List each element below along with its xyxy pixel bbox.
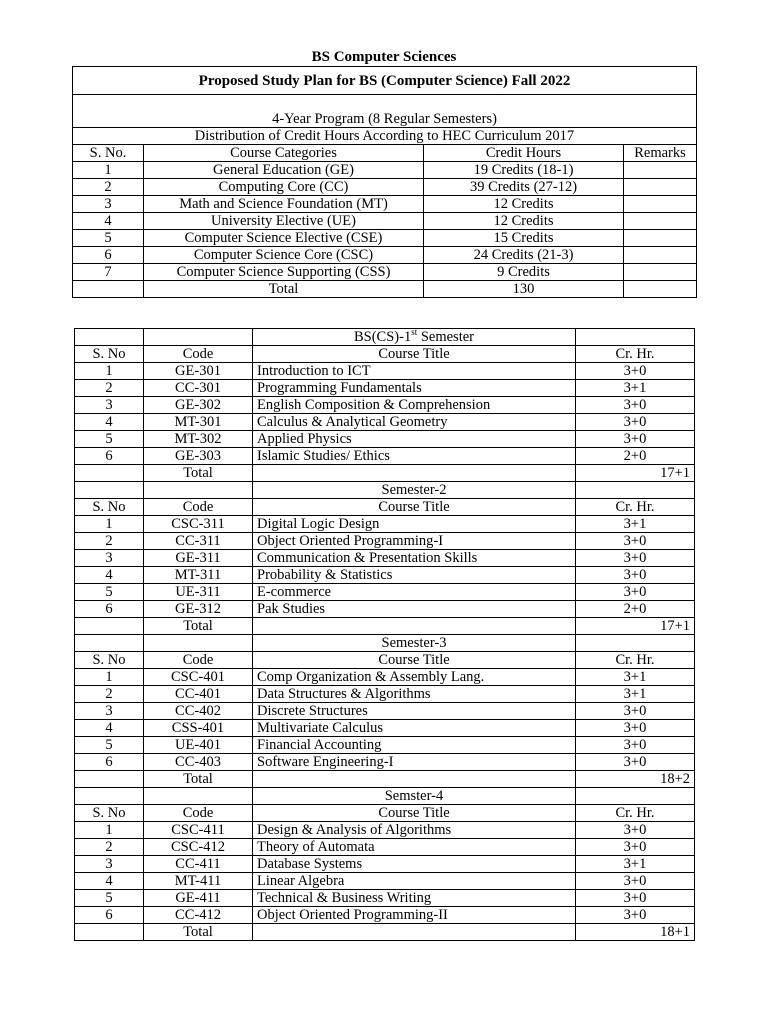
course-row [75,601,695,618]
course-credit-hours: 3+0 [576,737,695,754]
course-title: E-commerce [253,584,576,601]
course-title: Multivariate Calculus [253,720,576,737]
course-title: Islamic Studies/ Ethics [253,448,576,465]
plan-program: 4-Year Program (8 Regular Semesters) [73,95,697,128]
semester-header-cell: Code [144,805,253,822]
course-title: Database Systems [253,856,576,873]
semester-cell-empty [253,618,576,635]
semester-cell-empty [144,482,253,499]
course-credit-hours: 3+0 [576,397,695,414]
course-title: Programming Fundamentals [253,380,576,397]
course-credit-hours: 3+0 [576,873,695,890]
semester-total-value: 18+2 [576,771,695,788]
plan-total-row [73,281,697,298]
course-row [75,567,695,584]
semester-total-label: Total [144,618,253,635]
plan-distribution: Distribution of Credit Hours According to HEC Curriculum 2017 [73,128,697,145]
semester-header-row [75,499,695,516]
course-row [75,516,695,533]
semester-cell-empty [576,329,695,346]
course-row [75,363,695,380]
semester-header-cell: S. No [75,652,144,669]
semester-cell-empty [576,788,695,805]
plan-header-row [73,145,697,162]
course-row [75,856,695,873]
plan-table-row [73,162,697,179]
course-row [75,686,695,703]
course-code: CC-402 [144,703,253,720]
plan-header-cell: Course Categories [144,145,424,162]
plan-distribution-row [73,128,697,145]
plan-cell: 15 Credits [424,230,624,247]
plan-title: Proposed Study Plan for BS (Computer Science) Fall 2022 [73,67,697,95]
semester-title-row [75,482,695,499]
semester-title: Semester-2 [253,482,576,499]
course-row [75,448,695,465]
course-credit-hours: 3+0 [576,550,695,567]
course-row [75,533,695,550]
course-credit-hours: 3+0 [576,533,695,550]
plan-cell: 3 [73,196,144,213]
plan-cell [624,179,697,196]
course-sno: 1 [75,669,144,686]
course-title: Theory of Automata [253,839,576,856]
course-sno: 4 [75,720,144,737]
course-title: Introduction to ICT [253,363,576,380]
course-credit-hours: 3+0 [576,754,695,771]
semester-title: Semester-3 [253,635,576,652]
plan-cell: 2 [73,179,144,196]
semester-cell-empty [75,465,144,482]
course-code: MT-411 [144,873,253,890]
course-sno: 1 [75,822,144,839]
course-credit-hours: 3+0 [576,839,695,856]
plan-cell: 6 [73,247,144,264]
plan-title-row [73,67,697,95]
course-code: MT-302 [144,431,253,448]
semester-title-ordinal: st [411,328,418,338]
plan-cell: 19 Credits (18-1) [424,162,624,179]
plan-table-row [73,179,697,196]
course-sno: 4 [75,567,144,584]
plan-cell: 12 Credits [424,213,624,230]
semester-cell-empty [144,635,253,652]
course-credit-hours: 3+0 [576,890,695,907]
plan-program-row [73,95,697,128]
plan-cell: Computer Science Core (CSC) [144,247,424,264]
course-sno: 3 [75,550,144,567]
course-code: CC-412 [144,907,253,924]
semester-header-cell: Cr. Hr. [576,499,695,516]
course-row [75,890,695,907]
semester-header-row [75,652,695,669]
semester-title-row [75,635,695,652]
course-credit-hours: 3+0 [576,822,695,839]
course-sno: 5 [75,737,144,754]
plan-cell: University Elective (UE) [144,213,424,230]
course-sno: 3 [75,856,144,873]
plan-cell: 1 [73,162,144,179]
course-credit-hours: 3+0 [576,567,695,584]
course-code: CC-401 [144,686,253,703]
plan-total-label: Total [144,281,424,298]
semester-total-value: 17+1 [576,618,695,635]
course-credit-hours: 3+1 [576,856,695,873]
plan-cell: 39 Credits (27-12) [424,179,624,196]
course-code: CC-403 [144,754,253,771]
course-credit-hours: 2+0 [576,448,695,465]
plan-cell: Math and Science Foundation (MT) [144,196,424,213]
plan-cell: 24 Credits (21-3) [424,247,624,264]
semester-cell-empty [75,635,144,652]
course-sno: 4 [75,873,144,890]
semester-total-label: Total [144,924,253,941]
course-credit-hours: 2+0 [576,601,695,618]
course-sno: 3 [75,397,144,414]
course-row [75,720,695,737]
course-title: Probability & Statistics [253,567,576,584]
course-row [75,397,695,414]
semester-cell-empty [75,618,144,635]
plan-header-cell: S. No. [73,145,144,162]
plan-cell: Computing Core (CC) [144,179,424,196]
course-title: Financial Accounting [253,737,576,754]
credit-distribution-table [72,66,697,298]
course-title: Comp Organization & Assembly Lang. [253,669,576,686]
course-title: Communication & Presentation Skills [253,550,576,567]
semester-cell-empty [75,924,144,941]
semester-cell-empty [75,771,144,788]
plan-table-row [73,196,697,213]
plan-table-row [73,213,697,230]
course-code: CSC-311 [144,516,253,533]
plan-cell: 12 Credits [424,196,624,213]
semester-header-cell: Course Title [253,499,576,516]
course-credit-hours: 3+0 [576,431,695,448]
course-sno: 2 [75,533,144,550]
course-title: Software Engineering-I [253,754,576,771]
course-credit-hours: 3+0 [576,363,695,380]
course-title: Discrete Structures [253,703,576,720]
plan-cell: 5 [73,230,144,247]
plan-cell: 7 [73,264,144,281]
course-sno: 6 [75,907,144,924]
semester-cell-empty [75,329,144,346]
semester-cell-empty [144,329,253,346]
course-code: CC-411 [144,856,253,873]
course-code: CSC-401 [144,669,253,686]
course-sno: 2 [75,839,144,856]
course-title: English Composition & Comprehension [253,397,576,414]
semester-total-value: 17+1 [576,465,695,482]
course-credit-hours: 3+0 [576,720,695,737]
semester-header-row [75,805,695,822]
semester-total-value: 18+1 [576,924,695,941]
course-sno: 5 [75,584,144,601]
semester-total-row [75,924,695,941]
semester-cell-empty [253,924,576,941]
course-code: UE-311 [144,584,253,601]
plan-cell [624,196,697,213]
course-credit-hours: 3+0 [576,703,695,720]
semester-header-cell: Cr. Hr. [576,805,695,822]
course-code: GE-302 [144,397,253,414]
course-credit-hours: 3+0 [576,414,695,431]
course-title: Data Structures & Algorithms [253,686,576,703]
course-credit-hours: 3+1 [576,380,695,397]
course-code: UE-401 [144,737,253,754]
semester-title-text: BS(CS)-1 [353,329,412,345]
course-row [75,907,695,924]
course-row [75,737,695,754]
course-code: MT-311 [144,567,253,584]
course-code: GE-312 [144,601,253,618]
plan-header-cell: Credit Hours [424,145,624,162]
course-sno: 6 [75,754,144,771]
semester-header-cell: Course Title [253,346,576,363]
course-sno: 2 [75,380,144,397]
semester-total-label: Total [144,771,253,788]
semester-total-row [75,771,695,788]
course-row [75,584,695,601]
semester-cell-empty [576,482,695,499]
plan-cell [624,247,697,264]
course-credit-hours: 3+0 [576,907,695,924]
course-credit-hours: 3+1 [576,686,695,703]
semester-title-row [75,788,695,805]
course-code: GE-311 [144,550,253,567]
semester-cell-empty [253,465,576,482]
course-credit-hours: 3+1 [576,516,695,533]
plan-cell-empty [73,281,144,298]
plan-cell: 4 [73,213,144,230]
course-row [75,754,695,771]
plan-cell-empty [624,281,697,298]
plan-cell [624,264,697,281]
course-title: Calculus & Analytical Geometry [253,414,576,431]
course-code: GE-303 [144,448,253,465]
semester-total-row [75,465,695,482]
course-title: Object Oriented Programming-II [253,907,576,924]
course-code: CSC-411 [144,822,253,839]
semester-cell-empty [75,788,144,805]
semester-cell-empty [144,788,253,805]
semester-header-cell: Code [144,652,253,669]
course-credit-hours: 3+1 [576,669,695,686]
plan-cell: Computer Science Supporting (CSS) [144,264,424,281]
course-code: CSC-412 [144,839,253,856]
course-sno: 1 [75,363,144,380]
plan-total-value: 130 [424,281,624,298]
semester-header-cell: S. No [75,805,144,822]
plan-cell [624,162,697,179]
semester-total-row [75,618,695,635]
semester-cell-empty [75,482,144,499]
semester-header-cell: S. No [75,346,144,363]
plan-table-row [73,247,697,264]
course-row [75,414,695,431]
semester-header-cell: Code [144,346,253,363]
course-sno: 3 [75,703,144,720]
semester-title-row [75,329,695,346]
course-sno: 1 [75,516,144,533]
semester-header-cell: Cr. Hr. [576,346,695,363]
semester-header-cell: S. No [75,499,144,516]
course-row [75,669,695,686]
course-sno: 6 [75,448,144,465]
course-title: Digital Logic Design [253,516,576,533]
semester-title-suffix: Semester [417,329,474,345]
course-sno: 5 [75,431,144,448]
course-sno: 6 [75,601,144,618]
plan-cell [624,213,697,230]
semester-header-cell: Code [144,499,253,516]
course-title: Object Oriented Programming-I [253,533,576,550]
course-row [75,873,695,890]
plan-cell: 9 Credits [424,264,624,281]
course-sno: 2 [75,686,144,703]
semester-header-row [75,346,695,363]
course-code: CC-301 [144,380,253,397]
course-sno: 5 [75,890,144,907]
course-code: MT-301 [144,414,253,431]
plan-table-row [73,264,697,281]
plan-cell: General Education (GE) [144,162,424,179]
semester-header-cell: Course Title [253,652,576,669]
course-title: Linear Algebra [253,873,576,890]
semester-header-cell: Course Title [253,805,576,822]
semester-cell-empty [253,771,576,788]
course-code: CSS-401 [144,720,253,737]
course-row [75,380,695,397]
plan-cell [624,230,697,247]
plan-cell: Computer Science Elective (CSE) [144,230,424,247]
course-title: Applied Physics [253,431,576,448]
course-row [75,822,695,839]
course-title: Technical & Business Writing [253,890,576,907]
document-title: BS Computer Sciences [311,49,457,65]
course-code: GE-411 [144,890,253,907]
course-code: CC-311 [144,533,253,550]
course-row [75,550,695,567]
semester-plan-table [74,328,695,941]
semester-title: Semster-4 [253,788,576,805]
semester-header-cell: Cr. Hr. [576,652,695,669]
course-title: Design & Analysis of Algorithms [253,822,576,839]
course-row [75,703,695,720]
course-title: Pak Studies [253,601,576,618]
course-row [75,839,695,856]
course-credit-hours: 3+0 [576,584,695,601]
plan-table-row [73,230,697,247]
course-sno: 4 [75,414,144,431]
course-code: GE-301 [144,363,253,380]
plan-header-cell: Remarks [624,145,697,162]
course-row [75,431,695,448]
semester-title [253,329,576,346]
semester-total-label: Total [144,465,253,482]
semester-cell-empty [576,635,695,652]
